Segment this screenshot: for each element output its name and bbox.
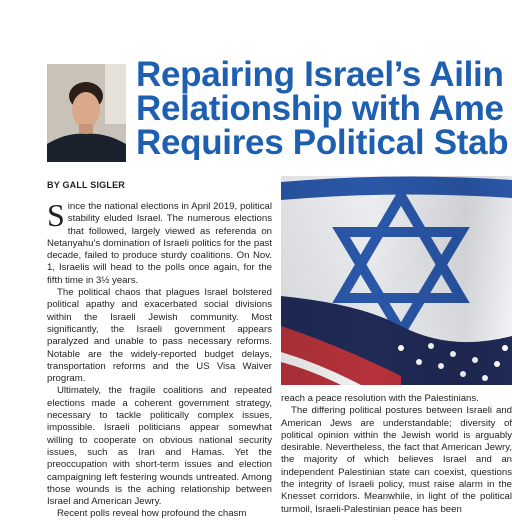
right-paragraph-2: The differing political postures between Israeli and American Jews are understandable; diversity of political opinion within the Jewish world is arguably desirable. Nevertheless, the fact that American Jewry, the majority of which believes Israel and an independent Palestinian state can coexist, questions the integrity of Israeli policy, must raise alarm in the Knesset corridors. Meanwhile, in light of the political turmoil, Israeli-Palestinian peace has been	[281, 405, 512, 515]
paragraph-2: The political chaos that plagues Israel bolstered political apathy and exacerbated social divisions within the Israeli Jewish community. Most significantly, the Israeli government appears paralyzed and unable to pass necessary reforms. Notable are the widely-reported budget delays, transportation reforms and the US Visa Waiver program.	[47, 287, 272, 385]
flag-photo	[281, 176, 512, 385]
author-photo	[47, 64, 126, 162]
article-body-left-column	[47, 197, 272, 521]
paragraph-1	[47, 197, 272, 287]
article-body-right-column	[281, 393, 512, 516]
headline-line-3: Requires Political Stab	[136, 123, 509, 160]
headline-line-2: Relationship with Ame	[136, 89, 504, 128]
paragraph-3: Ultimately, the fragile coalitions and repeated elections made a coherent government strategy, necessary to tackle politically complex issues, impossible. Israeli politicians appear somewhat willing to cooperate on obvious national security issues, such as Iran and Hamas. Yet the preoccupation with short-term issues and election campaigning left festering wounds untreated. Among those wounds is the aching relationship between Israel and American Jewry.	[47, 385, 272, 508]
headline-line-1: Repairing Israel’s Ailin	[136, 58, 504, 94]
drop-cap: S	[47, 197, 65, 233]
byline: BY GALL SIGLER	[47, 180, 125, 190]
paragraph-4: Recent polls reveal how profound the chasm	[57, 508, 247, 520]
paragraph-1-text: ince the national elections in April 2019, political stability eluded Israel. The numerous elections that followed, largely viewed as referenda on Netanyahu’s domination of Israeli politics for the past decade, failed to produce sturdy coalitions. On Nov. 1, Israelis will head to the polls once again, for the fifth time in 3½ years.	[47, 201, 272, 286]
right-paragraph-1: reach a peace resolution with the Palestinians.	[281, 393, 479, 404]
article-headline	[136, 58, 512, 160]
